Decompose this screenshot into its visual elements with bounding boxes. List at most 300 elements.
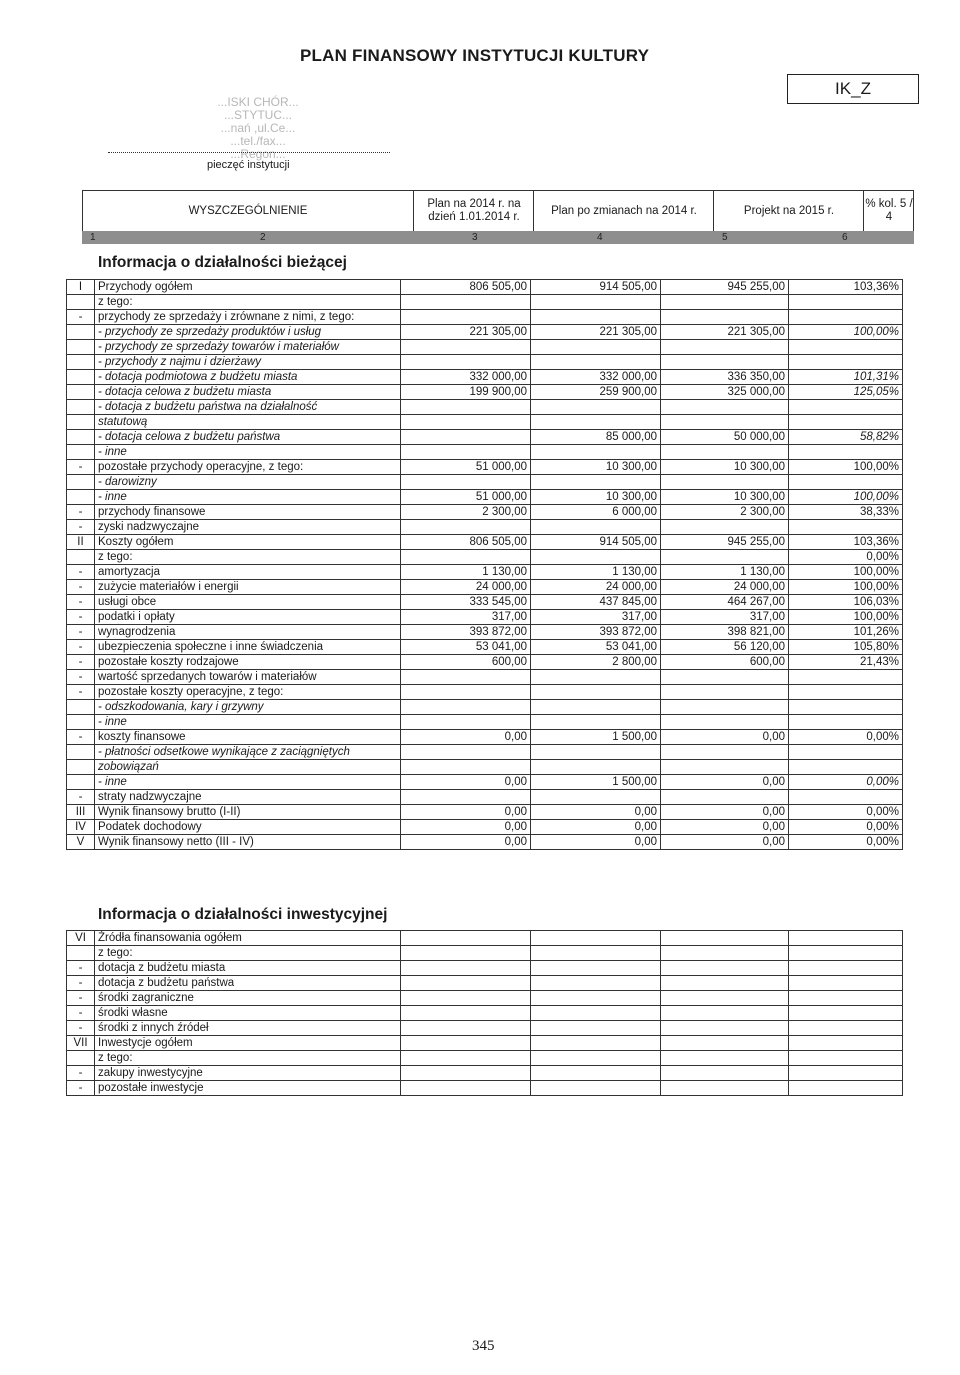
table-row [67,1066,903,1081]
col-number: 1 [90,232,96,243]
header-percent: % kol. 5 / 4 [863,191,914,231]
row-description: zużycie materiałów i energii [95,580,401,595]
header-description: WYSZCZEGÓLNIENIE [188,204,308,217]
row-description: - darowizny [95,475,401,490]
row-marker [67,370,95,385]
value-plan-after-changes [531,931,661,946]
value-project-2015: 2 300,00 [661,505,789,520]
value-plan-after-changes [531,976,661,991]
value-plan-after-changes [531,1051,661,1066]
row-description: pozostałe koszty rodzajowe [95,655,401,670]
table-row [67,790,903,805]
value-project-2015 [661,700,789,715]
row-marker [67,1051,95,1066]
value-plan-2014: 51 000,00 [401,460,531,475]
value-plan-2014: 806 505,00 [401,535,531,550]
value-percent: 103,36% [789,535,903,550]
institution-stamp: ...ISKI CHÓR... ...STYTUC... ...nań ,ul.Ce... ...tel./fax... ...Regon... [217,95,299,161]
row-description: - płatności odsetkowe wynikające z zaciągniętych [95,745,401,760]
value-percent: 100,00% [789,460,903,475]
col-number: 5 [722,232,728,243]
value-project-2015 [661,685,789,700]
row-description: - inne [95,445,401,460]
value-project-2015: 0,00 [661,805,789,820]
value-plan-after-changes: 85 000,00 [531,430,661,445]
value-project-2015 [661,1051,789,1066]
header-project-2015: Projekt na 2015 r. [713,191,864,231]
table-row [67,310,903,325]
row-description: środki zagraniczne [95,991,401,1006]
value-plan-2014: 2 300,00 [401,505,531,520]
column-number-strip [82,231,914,244]
value-percent: 100,00% [789,580,903,595]
row-marker: - [67,961,95,976]
value-plan-after-changes: 0,00 [531,820,661,835]
row-description: wynagrodzenia [95,625,401,640]
value-plan-2014 [401,340,531,355]
row-marker: II [67,535,95,550]
table-row [67,520,903,535]
value-plan-2014: 199 900,00 [401,385,531,400]
value-plan-after-changes: 393 872,00 [531,625,661,640]
row-marker: - [67,595,95,610]
value-plan-2014 [401,976,531,991]
row-description: środki własne [95,1006,401,1021]
value-plan-2014: 332 000,00 [401,370,531,385]
value-plan-2014: 24 000,00 [401,580,531,595]
table-row [67,1051,903,1066]
value-percent [789,961,903,976]
row-description: - dotacja celowa z budżetu miasta [95,385,401,400]
row-marker [67,490,95,505]
value-plan-after-changes: 10 300,00 [531,460,661,475]
value-project-2015: 1 130,00 [661,565,789,580]
value-project-2015 [661,1021,789,1036]
row-description: podatki i opłaty [95,610,401,625]
value-percent [789,976,903,991]
value-plan-2014 [401,991,531,1006]
table-row [67,1006,903,1021]
row-marker: - [67,565,95,580]
value-percent [789,715,903,730]
value-plan-2014: 1 130,00 [401,565,531,580]
col-number: 4 [597,232,603,243]
value-percent [789,1006,903,1021]
row-description: koszty finansowe [95,730,401,745]
value-plan-2014: 393 872,00 [401,625,531,640]
row-description: dotacja z budżetu miasta [95,961,401,976]
value-plan-2014 [401,1036,531,1051]
stamp-dotted-line [108,152,390,153]
value-plan-2014: 0,00 [401,775,531,790]
table-row [67,610,903,625]
col-number: 2 [260,232,266,243]
row-description: - inne [95,490,401,505]
value-percent [789,355,903,370]
row-description: - dotacja podmiotowa z budżetu miasta [95,370,401,385]
row-description: z tego: [95,550,401,565]
row-marker: - [67,685,95,700]
table-row [67,946,903,961]
row-marker [67,550,95,565]
value-project-2015 [661,400,789,415]
row-marker: I [67,280,95,295]
value-plan-2014: 600,00 [401,655,531,670]
value-plan-2014: 0,00 [401,730,531,745]
row-description: - przychody ze sprzedaży produktów i usług [95,325,401,340]
value-percent [789,700,903,715]
value-plan-2014 [401,700,531,715]
value-percent: 100,00% [789,565,903,580]
value-plan-2014 [401,415,531,430]
row-description: Inwestycje ogółem [95,1036,401,1051]
value-percent: 106,03% [789,595,903,610]
table-row [67,991,903,1006]
value-plan-after-changes [531,700,661,715]
value-plan-2014 [401,931,531,946]
value-project-2015 [661,1081,789,1096]
table-row [67,760,903,775]
value-percent: 0,00% [789,775,903,790]
table-row [67,535,903,550]
table-row [67,505,903,520]
value-plan-after-changes [531,1036,661,1051]
row-description: usługi obce [95,595,401,610]
value-plan-2014 [401,445,531,460]
row-description: z tego: [95,1051,401,1066]
value-plan-2014: 53 041,00 [401,640,531,655]
value-percent [789,1036,903,1051]
table-row [67,325,903,340]
value-plan-2014: 0,00 [401,835,531,850]
value-plan-2014 [401,1066,531,1081]
row-description: Koszty ogółem [95,535,401,550]
value-percent: 21,43% [789,655,903,670]
row-description: - przychody z najmu i dzierżawy [95,355,401,370]
row-marker [67,775,95,790]
row-marker: - [67,1066,95,1081]
value-plan-2014 [401,1051,531,1066]
table-row [67,460,903,475]
document-title: PLAN FINANSOWY INSTYTUCJI KULTURY [300,46,650,65]
row-marker: - [67,520,95,535]
value-percent [789,295,903,310]
value-plan-after-changes: 1 130,00 [531,565,661,580]
row-description: wartość sprzedanych towarów i materiałów [95,670,401,685]
value-plan-after-changes [531,1066,661,1081]
row-description: - dotacja z budżetu państwa na działalność [95,400,401,415]
value-percent [789,1081,903,1096]
row-marker: VII [67,1036,95,1051]
row-marker: - [67,505,95,520]
value-plan-after-changes [531,340,661,355]
row-marker [67,946,95,961]
row-marker [67,415,95,430]
value-percent: 101,26% [789,625,903,640]
value-plan-2014 [401,550,531,565]
row-marker: - [67,655,95,670]
value-plan-2014 [401,1021,531,1036]
row-description: Podatek dochodowy [95,820,401,835]
value-plan-after-changes [531,355,661,370]
page-number: 345 [472,1338,495,1354]
value-project-2015 [661,670,789,685]
row-marker: - [67,580,95,595]
table-row [67,340,903,355]
value-plan-2014: 221 305,00 [401,325,531,340]
header-plan-after-changes: Plan po zmianach na 2014 r. [533,191,714,231]
value-plan-after-changes [531,760,661,775]
value-percent: 0,00% [789,820,903,835]
row-marker [67,715,95,730]
value-project-2015 [661,790,789,805]
value-project-2015 [661,961,789,976]
table-row [67,430,903,445]
value-project-2015 [661,946,789,961]
value-project-2015: 945 255,00 [661,280,789,295]
row-marker: IV [67,820,95,835]
value-project-2015: 10 300,00 [661,460,789,475]
table-row [67,775,903,790]
value-plan-after-changes [531,1006,661,1021]
table-row [67,475,903,490]
row-description: środki z innych źródeł [95,1021,401,1036]
value-project-2015: 464 267,00 [661,595,789,610]
row-marker [67,445,95,460]
value-percent: 100,00% [789,325,903,340]
value-plan-after-changes [531,1021,661,1036]
table-row [67,490,903,505]
row-description: Wynik finansowy netto (III - IV) [95,835,401,850]
value-project-2015 [661,1006,789,1021]
value-plan-after-changes: 1 500,00 [531,730,661,745]
row-marker: - [67,1006,95,1021]
table-row [67,565,903,580]
table-row [67,1021,903,1036]
row-description: dotacja z budżetu państwa [95,976,401,991]
row-marker: - [67,1021,95,1036]
value-project-2015 [661,355,789,370]
value-percent [789,415,903,430]
stamp-label: pieczęć instytucji [207,159,290,171]
value-plan-2014 [401,475,531,490]
value-plan-after-changes: 53 041,00 [531,640,661,655]
value-percent: 100,00% [789,610,903,625]
table-row [67,730,903,745]
table-row [67,1081,903,1096]
value-plan-after-changes: 317,00 [531,610,661,625]
value-project-2015: 317,00 [661,610,789,625]
value-project-2015 [661,475,789,490]
value-plan-2014 [401,760,531,775]
value-percent [789,1021,903,1036]
value-percent: 0,00% [789,730,903,745]
row-marker [67,400,95,415]
row-marker [67,385,95,400]
table-row [67,370,903,385]
value-plan-after-changes: 10 300,00 [531,490,661,505]
value-plan-after-changes [531,550,661,565]
row-marker: - [67,790,95,805]
value-plan-2014 [401,1006,531,1021]
value-percent [789,946,903,961]
row-marker: VI [67,931,95,946]
table-row [67,280,903,295]
value-project-2015 [661,295,789,310]
table-row [67,445,903,460]
value-plan-2014: 0,00 [401,820,531,835]
table-row [67,961,903,976]
row-description: - inne [95,775,401,790]
value-plan-after-changes: 221 305,00 [531,325,661,340]
value-plan-after-changes [531,1081,661,1096]
row-marker: III [67,805,95,820]
value-percent [789,670,903,685]
value-project-2015 [661,931,789,946]
table-row [67,835,903,850]
row-marker: - [67,730,95,745]
row-marker [67,430,95,445]
value-project-2015 [661,745,789,760]
row-description: - przychody ze sprzedaży towarów i materiałów [95,340,401,355]
row-marker: - [67,640,95,655]
value-plan-after-changes [531,310,661,325]
table-row [67,715,903,730]
value-percent [789,931,903,946]
value-plan-after-changes [531,685,661,700]
value-plan-2014 [401,430,531,445]
value-project-2015 [661,976,789,991]
row-marker [67,295,95,310]
table-row [67,931,903,946]
value-project-2015 [661,760,789,775]
row-description: Przychody ogółem [95,280,401,295]
row-description: straty nadzwyczajne [95,790,401,805]
value-percent: 100,00% [789,490,903,505]
value-plan-after-changes: 259 900,00 [531,385,661,400]
value-percent: 58,82% [789,430,903,445]
form-code-box: IK_Z [787,74,919,104]
row-description: pozostałe inwestycje [95,1081,401,1096]
value-plan-after-changes: 914 505,00 [531,535,661,550]
value-percent [789,520,903,535]
table-row [67,700,903,715]
table-row [67,745,903,760]
table-row [67,805,903,820]
value-plan-2014: 806 505,00 [401,280,531,295]
value-plan-2014 [401,715,531,730]
row-marker: - [67,625,95,640]
row-marker [67,475,95,490]
value-project-2015 [661,1066,789,1081]
value-plan-2014 [401,400,531,415]
table-row [67,820,903,835]
row-marker [67,325,95,340]
value-plan-after-changes [531,295,661,310]
value-plan-2014 [401,790,531,805]
table-row [67,415,903,430]
value-percent [789,760,903,775]
row-description: zyski nadzwyczajne [95,520,401,535]
table-row [67,640,903,655]
value-project-2015 [661,445,789,460]
col-number: 3 [472,232,478,243]
value-project-2015: 945 255,00 [661,535,789,550]
value-project-2015: 50 000,00 [661,430,789,445]
value-percent: 0,00% [789,805,903,820]
table-row [67,355,903,370]
row-marker [67,745,95,760]
row-marker: - [67,976,95,991]
value-plan-2014 [401,745,531,760]
value-plan-after-changes: 0,00 [531,835,661,850]
investment-activity-table [66,930,903,1096]
value-percent: 101,31% [789,370,903,385]
value-plan-after-changes: 24 000,00 [531,580,661,595]
value-plan-after-changes [531,475,661,490]
value-plan-after-changes: 0,00 [531,805,661,820]
value-plan-2014 [401,670,531,685]
value-plan-after-changes: 1 500,00 [531,775,661,790]
value-plan-after-changes: 437 845,00 [531,595,661,610]
value-plan-after-changes [531,400,661,415]
value-percent [789,445,903,460]
row-description: - inne [95,715,401,730]
table-row [67,1036,903,1051]
row-description: zobowiązań [95,760,401,775]
value-project-2015: 600,00 [661,655,789,670]
col-number: 6 [842,232,848,243]
value-plan-2014 [401,1081,531,1096]
value-plan-after-changes [531,991,661,1006]
row-marker: V [67,835,95,850]
value-project-2015 [661,715,789,730]
value-plan-2014 [401,946,531,961]
row-marker [67,355,95,370]
row-marker: - [67,610,95,625]
value-plan-after-changes [531,715,661,730]
value-plan-2014 [401,961,531,976]
row-description: amortyzacja [95,565,401,580]
value-plan-after-changes [531,961,661,976]
table-row [67,625,903,640]
value-project-2015 [661,1036,789,1051]
row-description: z tego: [95,946,401,961]
row-description: pozostałe koszty operacyjne, z tego: [95,685,401,700]
table-row [67,976,903,991]
value-plan-2014 [401,355,531,370]
value-percent [789,340,903,355]
row-description: zakupy inwestycyjne [95,1066,401,1081]
value-plan-2014 [401,685,531,700]
table-header [82,190,914,232]
value-percent: 38,33% [789,505,903,520]
row-description: statutową [95,415,401,430]
row-marker: - [67,310,95,325]
row-marker: - [67,460,95,475]
header-plan-2014: Plan na 2014 r. na dzień 1.01.2014 r. [413,191,534,231]
value-plan-after-changes [531,946,661,961]
row-marker: - [67,991,95,1006]
value-plan-after-changes [531,745,661,760]
value-project-2015 [661,550,789,565]
value-plan-2014: 317,00 [401,610,531,625]
row-description: ubezpieczenia społeczne i inne świadczenia [95,640,401,655]
table-row [67,550,903,565]
value-percent [789,685,903,700]
row-description: przychody finansowe [95,505,401,520]
table-row [67,295,903,310]
